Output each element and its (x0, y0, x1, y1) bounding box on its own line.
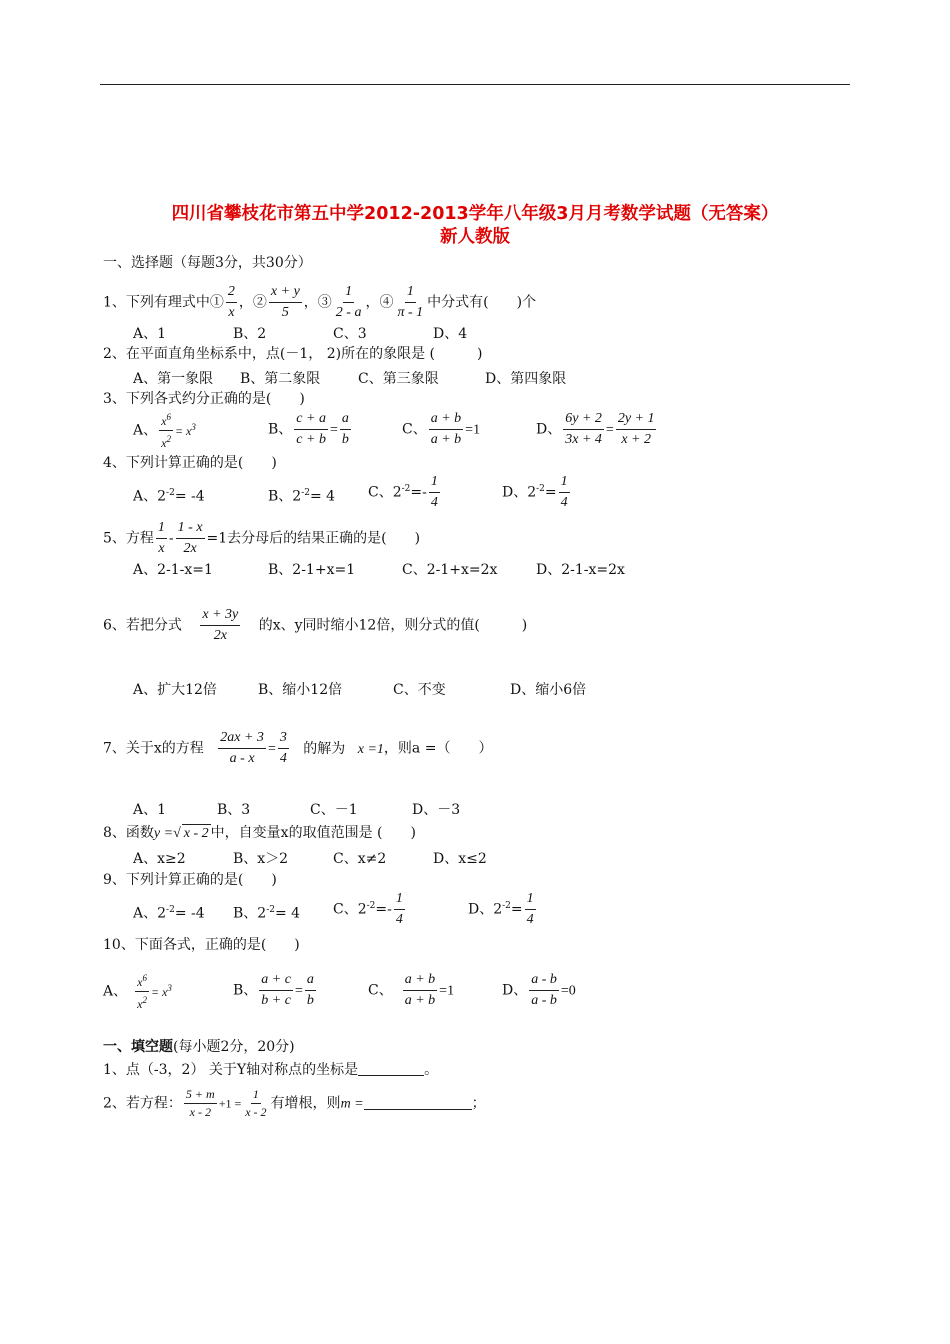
q4-option-c: C、$2^{-2}=-$ $\frac{1}{4}$ (368, 474, 438, 510)
q5-option-d: D、2-1-x=2x (536, 562, 625, 578)
q10-option-d: D、 $\frac{a - b}{a - b}$ =0 (502, 972, 576, 1008)
question-9: 9、下列计算正确的是( ) (103, 872, 277, 888)
q4-option-d: D、$2^{-2}=$ $\frac{1}{4}$ (502, 474, 568, 510)
question-3: 3、下列各式约分正确的是( ) (103, 391, 305, 407)
q8-option-a: A、x≥2 (133, 851, 186, 867)
q8-option-d: D、x≤2 (433, 851, 487, 867)
q6-option-d: D、缩小6倍 (510, 682, 587, 698)
q7-option-c: C、－1 (310, 802, 358, 818)
q2-option-c: C、第三象限 (358, 371, 439, 387)
q10-option-b: B、 $\frac{a + c}{b + c}$ = $\frac{a}{b}$ (233, 972, 314, 1008)
q1-option-a: A、1 (133, 326, 167, 342)
q10-option-c: C、 $\frac{a + b}{a + b}$ =1 (368, 972, 455, 1008)
q3-option-c: C、 $\frac{a + b}{a + b}$ =1 (402, 411, 481, 447)
header-rule (100, 84, 850, 85)
q5-option-b: B、2-1+x=1 (268, 562, 356, 578)
q7-option-a: A、1 (133, 802, 167, 818)
q5-option-a: A、2-1-x=1 (133, 562, 213, 578)
q5-option-c: C、2-1+x=2x (402, 562, 498, 578)
q7-option-d: D、－3 (412, 802, 461, 818)
q1-option-b: B、2 (233, 326, 267, 342)
question-6: 6、若把分式 $\frac{x + 3y}{2x}$ 的x、y同时缩小12倍，则分式的值( ) (103, 607, 528, 643)
q6-option-a: A、扩大12倍 (133, 682, 217, 698)
q9-option-a: A、$2^{-2}= -4$ (133, 905, 205, 922)
q7-option-b: B、3 (217, 802, 251, 818)
question-10: 10、下面各式，正确的是( ) (103, 937, 300, 953)
question-4: 4、下列计算正确的是( ) (103, 455, 277, 471)
q3-option-a: A、 $\frac{x^6}{x^2}$ = $x^3$ (133, 412, 196, 450)
q8-option-b: B、x＞2 (233, 851, 289, 867)
q9-option-b: B、$2^{-2}= 4$ (233, 905, 301, 922)
q6-option-b: B、缩小12倍 (258, 682, 343, 698)
q1-option-d: D、4 (433, 326, 468, 342)
question-1: 1、下列有理式中① $\frac{2}{x}$ ，② $\frac{x + y}{5}$ ，③ $\frac{1}{2 - a}$ ，④ $\frac{1}{\pi - 1}$ 中分式有( )个 (103, 284, 537, 320)
fill-question-1: 1、点（-3，2） 关于Y轴对称点的坐标是 。 (103, 1062, 439, 1078)
q9-option-c: C、$2^{-2}=-$ $\frac{1}{4}$ (333, 891, 403, 927)
q10-option-a: A、 $\frac{x^6}{x^2}$ = $x^3$ (103, 973, 172, 1011)
q3-option-d: D、 $\frac{6y + 2}{3x + 4}$ = $\frac{2y + 1}{x + 2}$ (536, 411, 655, 447)
question-7: 7、关于x的方程 $\frac{2ax + 3}{a - x}$ = $\frac{3}{4}$ 的解为 x =1，则a =（ ） (103, 730, 493, 766)
section-choice-heading: 一、选择题（每题3分，共30分） (103, 255, 312, 271)
question-8: 8、函数y =√ x - 2 中，自变量x的取值范围是 ( ) (103, 825, 416, 841)
q4-option-a: A、$2^{-2}= -4$ (133, 488, 205, 505)
q2-option-a: A、第一象限 (133, 371, 214, 387)
q2-option-b: B、第二象限 (240, 371, 321, 387)
question-2: 2、在平面直角坐标系中，点(－1， 2)所在的象限是 ( ) (103, 346, 483, 362)
q6-option-c: C、不变 (393, 682, 446, 698)
q3-option-b: B、 $\frac{c + a}{c + b}$ = $\frac{a}{b}$ (268, 411, 349, 447)
title-line-1: 四川省攀枝花市第五中学2012-2013学年八年级3月月考数学试题（无答案） (171, 204, 779, 224)
q4-option-b: B、$2^{-2}= 4$ (268, 488, 336, 505)
fill-question-2: 2、若方程： $\frac{5 + m}{x - 2}$ +1 = $\frac{1}{x - 2}$ 有增根，则m = ； (103, 1087, 486, 1119)
title-line-2: 新人教版 (440, 227, 510, 247)
q8-option-c: C、x≠2 (333, 851, 387, 867)
q9-option-d: D、$2^{-2}=$ $\frac{1}{4}$ (468, 891, 534, 927)
q2-option-d: D、第四象限 (485, 371, 567, 387)
section-fill-heading: 一、填空题(每小题2分，20分) (103, 1039, 295, 1055)
q1-option-c: C、3 (333, 326, 367, 342)
question-5: 5、方程 $\frac{1}{x}$ - $\frac{1 - x}{2x}$ =1去分母后的结果正确的是( ) (103, 520, 421, 556)
